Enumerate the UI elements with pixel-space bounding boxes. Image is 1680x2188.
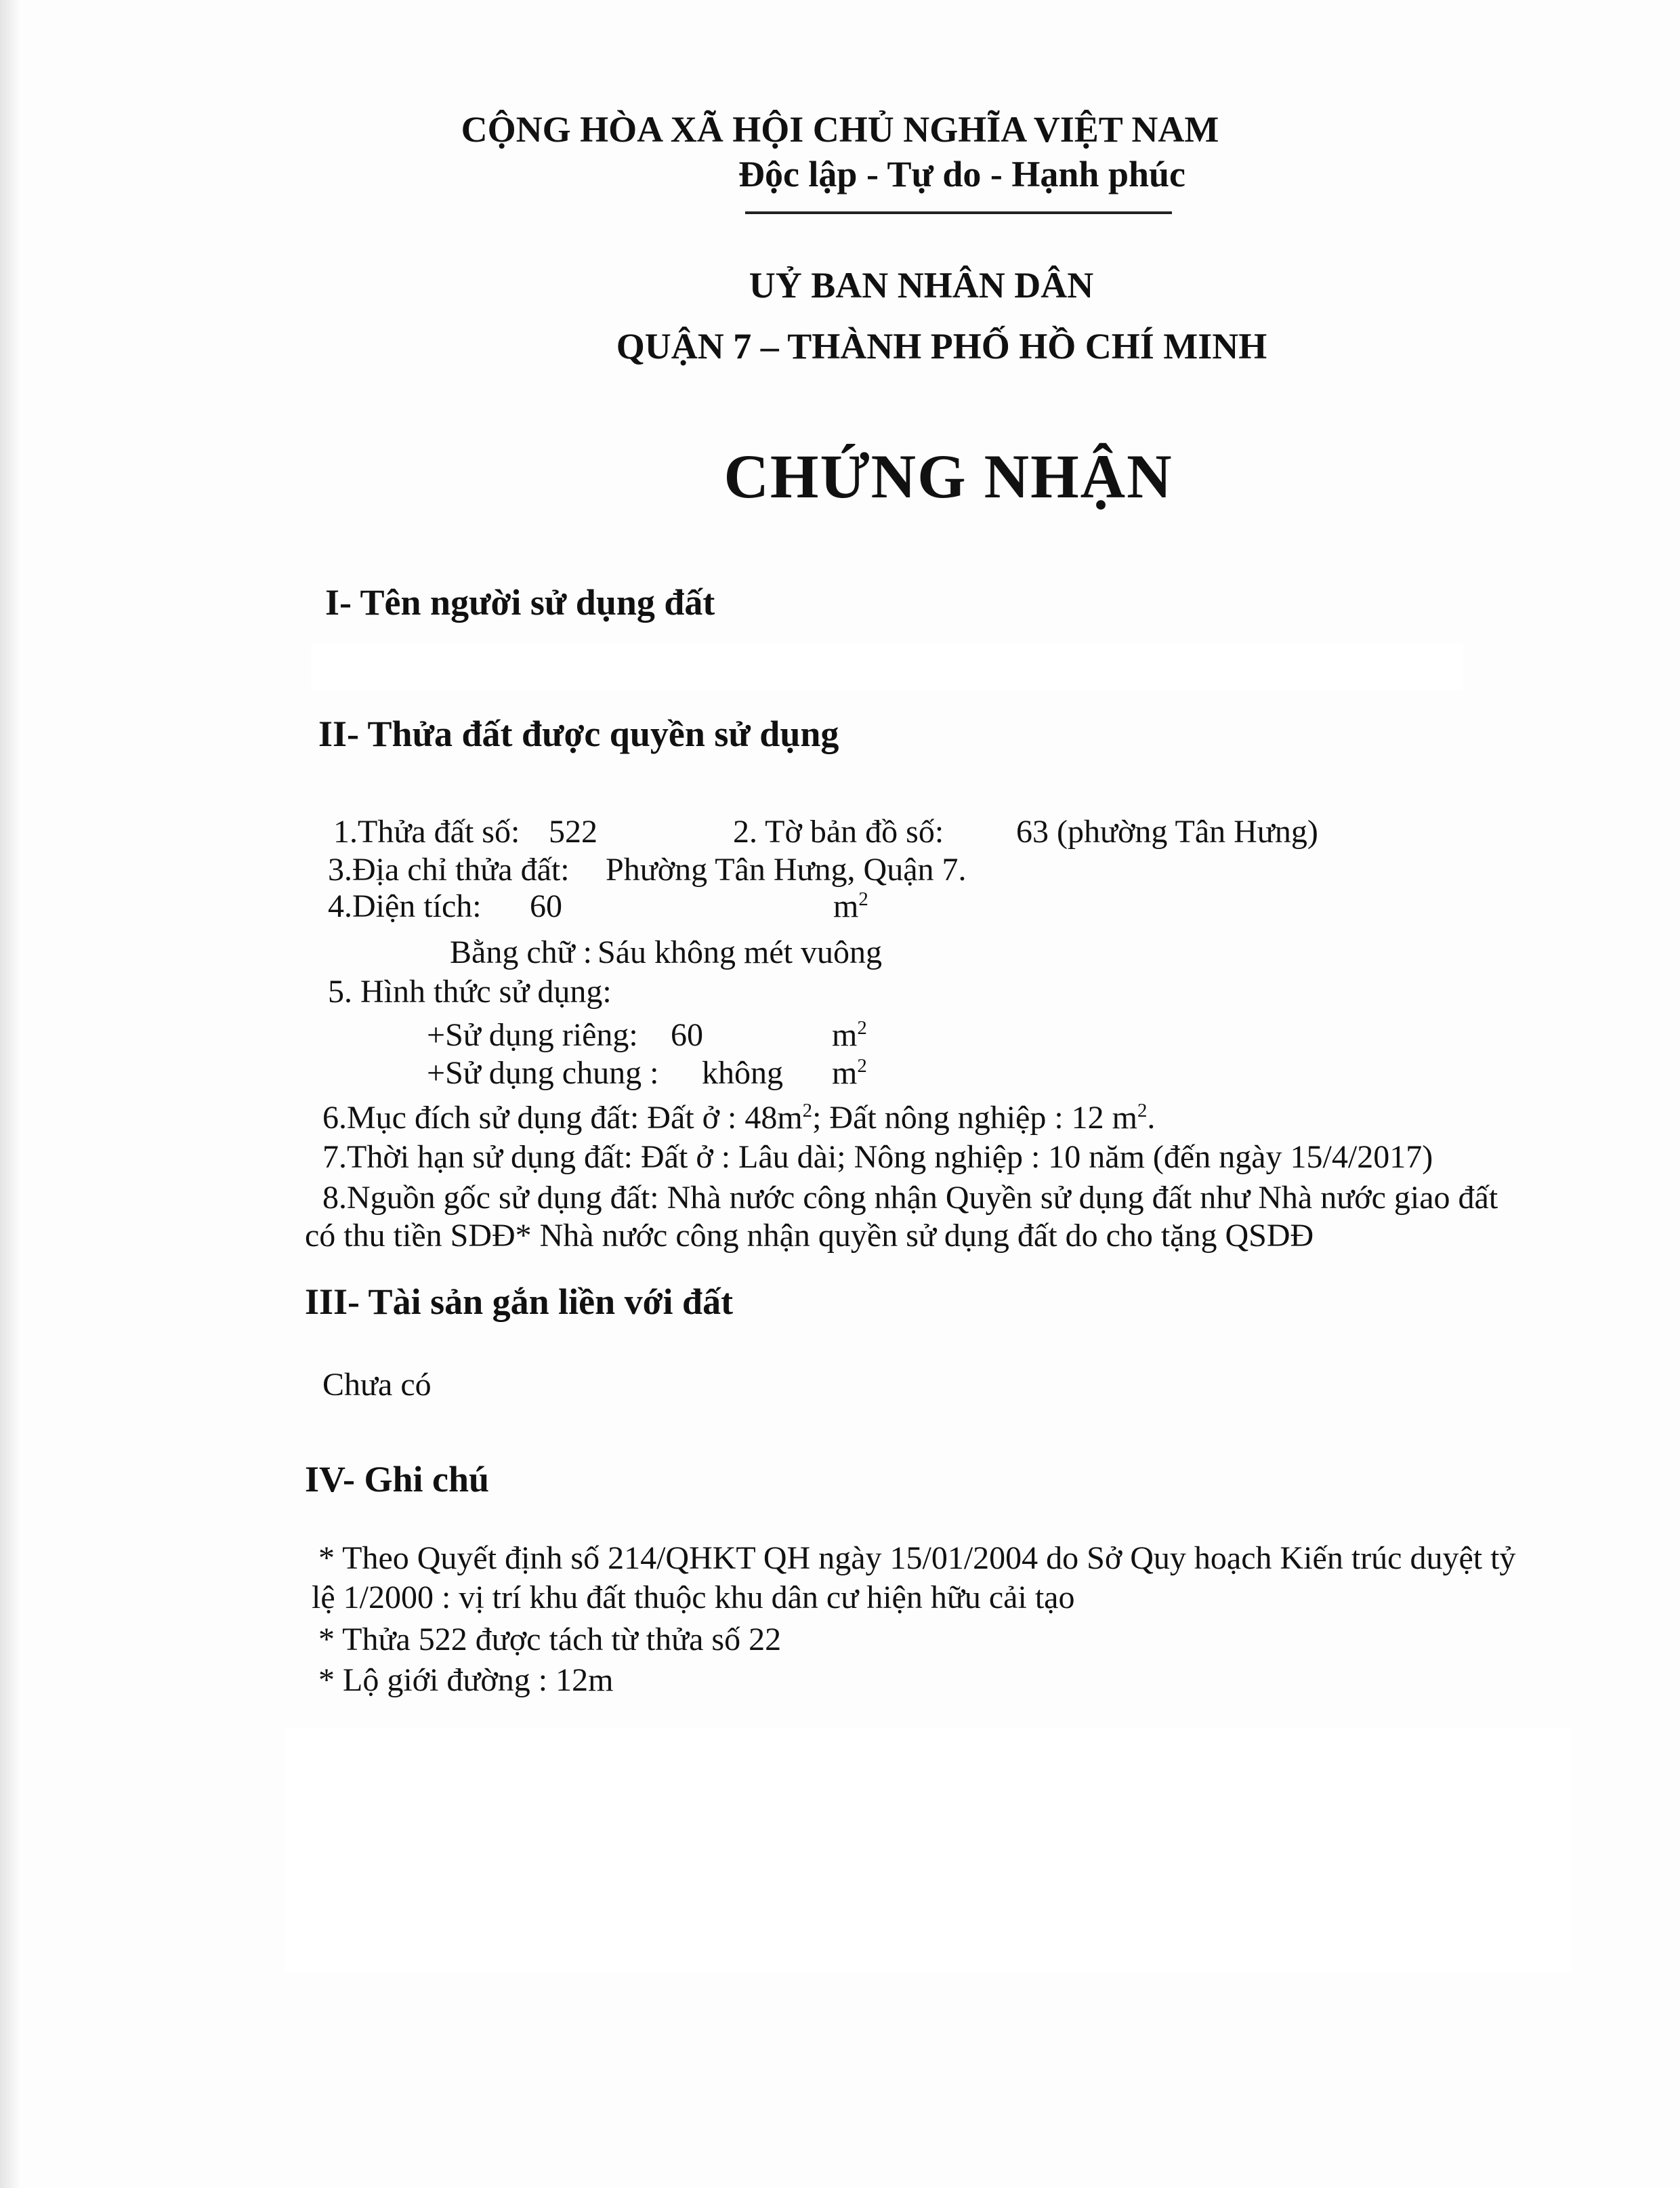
private-use-unit: $m^2$ <box>832 1017 867 1053</box>
redacted-owner-name <box>312 644 1463 691</box>
section1-heading: I- Tên người sử dụng đất <box>325 582 715 623</box>
note3: * Lộ giới đường : 12m <box>318 1662 614 1698</box>
parcel-number-value: 522 <box>549 814 597 850</box>
area-unit: $m^2$ <box>833 888 868 924</box>
section4-heading: IV- Ghi chú <box>305 1459 490 1500</box>
shared-use-unit: $m^2$ <box>832 1055 867 1091</box>
address-label: 3.Địa chỉ thửa đất: <box>328 852 570 888</box>
section2-heading: II- Thửa đất được quyền sử dụng <box>318 714 839 754</box>
land-origin-line1: 8.Nguồn gốc sử dụng đất: Nhà nước công nhận Quyền sử dụng đất như Nhà nước giao đất <box>322 1180 1498 1216</box>
national-motto: Độc lập - Tự do - Hạnh phúc <box>738 154 1186 194</box>
section3-heading: III- Tài sản gắn liền với đất <box>305 1281 734 1322</box>
usage-form-label: 5. Hình thức sử dụng: <box>328 974 612 1010</box>
area-value: 60 <box>530 888 562 924</box>
document-title: CHỨNG NHẬN <box>723 442 1173 511</box>
land-origin-line2: có thu tiền SDĐ* Nhà nước công nhận quyền sử dụng đất do cho tặng QSDĐ <box>305 1218 1314 1254</box>
note1-line1: * Theo Quyết định số 214/QHKT QH ngày 15/01/2004 do Sở Quy hoạch Kiến trúc duyệt tỷ <box>318 1540 1516 1576</box>
parcel-number-label: 1.Thửa đất số: <box>333 814 520 850</box>
country-name: CỘNG HÒA XÃ HỘI CHỦ NGHĨA VIỆT NAM <box>461 109 1219 150</box>
area-words-value: Sáu không mét vuông <box>597 934 882 970</box>
private-use-value: 60 <box>671 1017 703 1053</box>
land-use-term: 7.Thời hạn sử dụng đất: Đất ở : Lâu dài; Nông nghiệp : 10 năm (đến ngày 15/4/2017) <box>322 1139 1433 1175</box>
area-words-label: Bằng chữ : <box>450 934 592 970</box>
land-use-purpose: 6.Mục đích sử dụng đất: Đất ở : $48m^2$; Đất nông nghiệp : 12 $m^2$. <box>322 1100 1156 1136</box>
note1-line2: lệ 1/2000 : vị trí khu đất thuộc khu dân cư hiện hữu cải tạo <box>312 1580 1075 1615</box>
area-label: 4.Diện tích: <box>328 888 482 924</box>
authority-name: UỶ BAN NHÂN DÂN <box>749 265 1094 306</box>
map-sheet-value: 63 (phường Tân Hưng) <box>1016 814 1318 850</box>
district-name: QUẬN 7 – THÀNH PHỐ HỒ CHÍ MINH <box>616 326 1267 367</box>
address-value: Phường Tân Hưng, Quận 7. <box>606 852 967 888</box>
private-use-label: +Sử dụng riêng: <box>427 1017 638 1053</box>
shared-use-value: không <box>702 1055 783 1091</box>
shared-use-label: +Sử dụng chung : <box>427 1055 659 1091</box>
attached-assets-value: Chưa có <box>322 1367 432 1403</box>
note2: * Thửa 522 được tách từ thửa số 22 <box>318 1622 782 1657</box>
header-divider <box>745 211 1172 214</box>
redacted-signature-area <box>285 1728 1572 1972</box>
map-sheet-label: 2. Tờ bản đồ số: <box>733 814 944 850</box>
